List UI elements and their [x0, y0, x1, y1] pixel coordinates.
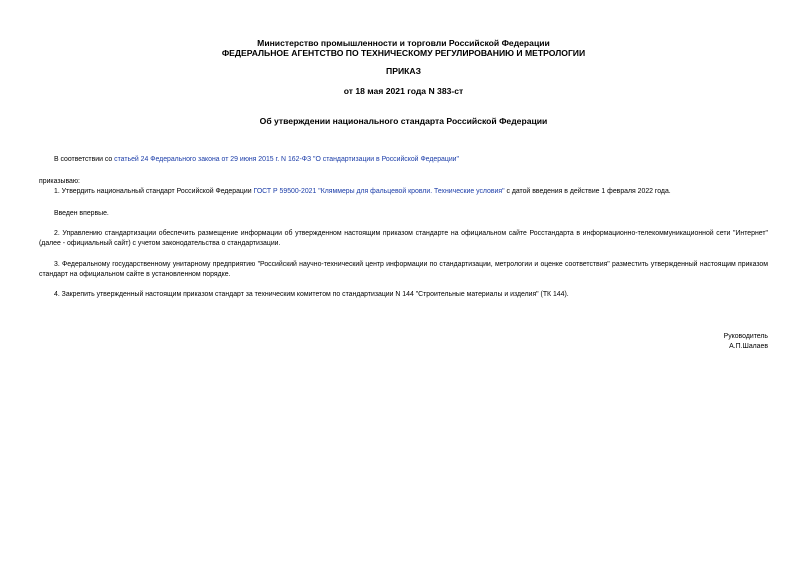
item-3-paragraph: 3. Федеральному государственному унитарному предприятию "Российский научно-технический центр информации по стандартизации, метрологии и оценке соответствия" разместить утвержденный настоящим приказом стандарт на официальном сайте в установленном порядке. [39, 261, 768, 278]
document-type: ПРИКАЗ [386, 66, 421, 76]
standard-link[interactable]: ГОСТ Р 59500-2021 "Кляммеры для фальцевой кровли. Технические условия" [253, 188, 505, 195]
document-subject: Об утверждении национального стандарта Российской Федерации [259, 116, 548, 126]
item-1-paragraph [39, 187, 768, 197]
item-4-paragraph: 4. Закрепить утвержденный настоящим приказом стандарт за техническим комитетом по стандартизации N 144 "Строительные материалы и изделия" (ТК 144). [54, 291, 569, 298]
basis-prefix: В соответствии со [54, 156, 115, 163]
item-1-prefix: 1. Утвердить национальный стандарт Российской Федерации [54, 188, 254, 195]
document-date-number: от 18 мая 2021 года N 383-ст [343, 86, 464, 96]
item-2-paragraph: 2. Управлению стандартизации обеспечить размещение информации об утвержденном настоящим приказом стандарте на официальном сайте Росстандарта в информационно-телекоммуникационной сети "Интернет" (далее - официальный сайт) с учетом законодательства о стандартизации. [39, 230, 768, 247]
basis-paragraph [39, 155, 768, 165]
ministry-title: Министерство промышленности и торговли Российской Федерации [257, 38, 550, 48]
agency-title: ФЕДЕРАЛЬНОЕ АГЕНТСТВО ПО ТЕХНИЧЕСКОМУ РЕГУЛИРОВАНИЮ И МЕТРОЛОГИИ [221, 48, 586, 58]
order-word: приказываю: [39, 178, 80, 185]
signature-title: Руководитель [723, 333, 768, 340]
item-1-suffix: с датой введения в действие 1 февраля 2022 года. [504, 188, 671, 195]
intro-note: Введен впервые. [54, 210, 109, 217]
signature-name: А.П.Шалаев [729, 343, 768, 350]
federal-law-link[interactable]: статьей 24 Федерального закона от 29 июня 2015 г. N 162-ФЗ "О стандартизации в Российской Федерации" [114, 156, 459, 163]
